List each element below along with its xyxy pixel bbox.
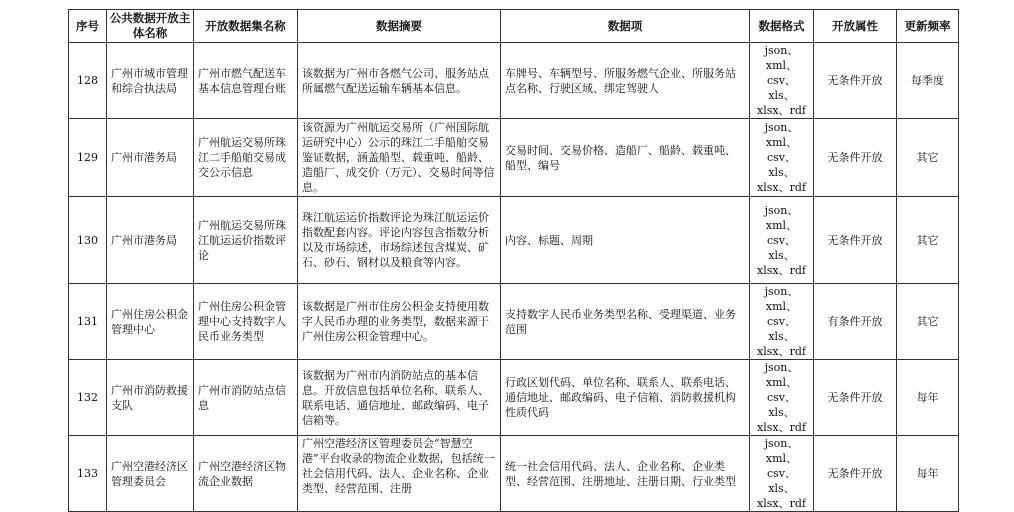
header-dataset: 开放数据集名称 [194,10,298,43]
row-frequency: 其它 [897,119,959,197]
row-frequency: 其它 [897,197,959,284]
row-attribute: 有条件开放 [814,284,897,360]
header-publisher: 公共数据开放主体名称 [107,10,194,43]
table-row [69,43,959,119]
row-dataset: 广州住房公积金管理中心支持数字人民币业务类型 [194,284,298,360]
open-data-catalog-table [68,9,959,512]
row-no: 130 [69,197,107,284]
row-attribute: 无条件开放 [814,43,897,119]
header-frequency: 更新频率 [897,10,959,43]
row-frequency: 每季度 [897,43,959,119]
table-row [69,360,959,436]
row-attribute: 无条件开放 [814,360,897,436]
row-publisher: 广州市港务局 [107,197,194,284]
header-attribute: 开放属性 [814,10,897,43]
row-publisher: 广州市消防救援支队 [107,360,194,436]
table-row [69,436,959,512]
table-row [69,197,959,284]
row-frequency: 每年 [897,360,959,436]
row-attribute: 无条件开放 [814,436,897,512]
row-summary: 该数据为广州市内消防站点的基本信息。开放信息包括单位名称、联系人、联系电话、通信地址、邮政编码、电子信箱等。 [298,360,501,436]
row-publisher: 广州市城市管理和综合执法局 [107,43,194,119]
row-format: json、xml、csv、xls、xlsx、rdf [750,360,814,436]
header-no: 序号 [69,10,107,43]
row-items: 行政区划代码、单位名称、联系人、联系电话、通信地址、邮政编码、电子信箱、消防救援机构性质代码 [501,360,750,436]
row-summary: 珠江航运运价指数评论为珠江航运运价指数配套内容。评论内容包含指数分析以及市场综述，市场综述包含煤炭、矿石、砂石、钢材以及粮食等内容。 [298,197,501,284]
row-dataset: 广州航运交易所珠江航运运价指数评论 [194,197,298,284]
row-format: json、xml、csv、xls、xlsx、rdf [750,119,814,197]
row-no: 133 [69,436,107,512]
row-items: 统一社会信用代码、法人、企业名称、企业类型、经营范围、注册地址、注册日期、行业类型 [501,436,750,512]
row-format: json、xml、csv、xls、xlsx、rdf [750,43,814,119]
row-format: json、xml、csv、xls、xlsx、rdf [750,436,814,512]
row-items: 车牌号、车辆型号、所服务燃气企业、所服务站点名称、行驶区域、绑定驾驶人 [501,43,750,119]
row-items: 支持数字人民币业务类型名称、受理渠道、业务范围 [501,284,750,360]
row-format: json、xml、csv、xls、xlsx、rdf [750,197,814,284]
row-attribute: 无条件开放 [814,119,897,197]
row-no: 131 [69,284,107,360]
row-dataset: 广州市燃气配送车基本信息管理台账 [194,43,298,119]
row-publisher: 广州住房公积金管理中心 [107,284,194,360]
row-summary [298,436,501,512]
row-frequency: 其它 [897,284,959,360]
table-row [69,284,959,360]
row-attribute: 无条件开放 [814,197,897,284]
row-frequency: 每年 [897,436,959,512]
header-row [69,10,959,43]
row-no: 128 [69,43,107,119]
row-no: 132 [69,360,107,436]
row-dataset: 广州航运交易所珠江二手船舶交易成交公示信息 [194,119,298,197]
row-no: 129 [69,119,107,197]
row-format: json、xml、csv、xls、xlsx、rdf [750,284,814,360]
row-summary: 该资源为广州航运交易所（广州国际航运研究中心）公示的珠江二手船舶交易鉴证数据，涵盖船型、载重吨、船龄、造船厂、成交价（万元）、交易时间等信息。 [298,119,501,197]
row-dataset: 广州空港经济区物流企业数据 [194,436,298,512]
row-publisher: 广州市港务局 [107,119,194,197]
row-items: 交易时间、交易价格、造船厂、船龄、载重吨、船型、编号 [501,119,750,197]
row-summary: 该数据为广州市各燃气公司、服务站点所属燃气配送运输车辆基本信息。 [298,43,501,119]
header-format: 数据格式 [750,10,814,43]
row-dataset: 广州市消防站点信息 [194,360,298,436]
table-row [69,119,959,197]
row-summary: 该数据是广州市住房公积金支持使用数字人民币办理的业务类型，数据来源于广州住房公积金管理中心。 [298,284,501,360]
header-items: 数据项 [501,10,750,43]
row-summary-text: 广州空港经济区管理委员会“智慧空港”平台收录的物流企业数据，包括统一社会信用代码、法人、企业名称、企业类型、经营范围、注册 [302,437,495,495]
row-items: 内容、标题、周期 [501,197,750,284]
header-summary: 数据摘要 [298,10,501,43]
row-publisher: 广州空港经济区管理委员会 [107,436,194,512]
